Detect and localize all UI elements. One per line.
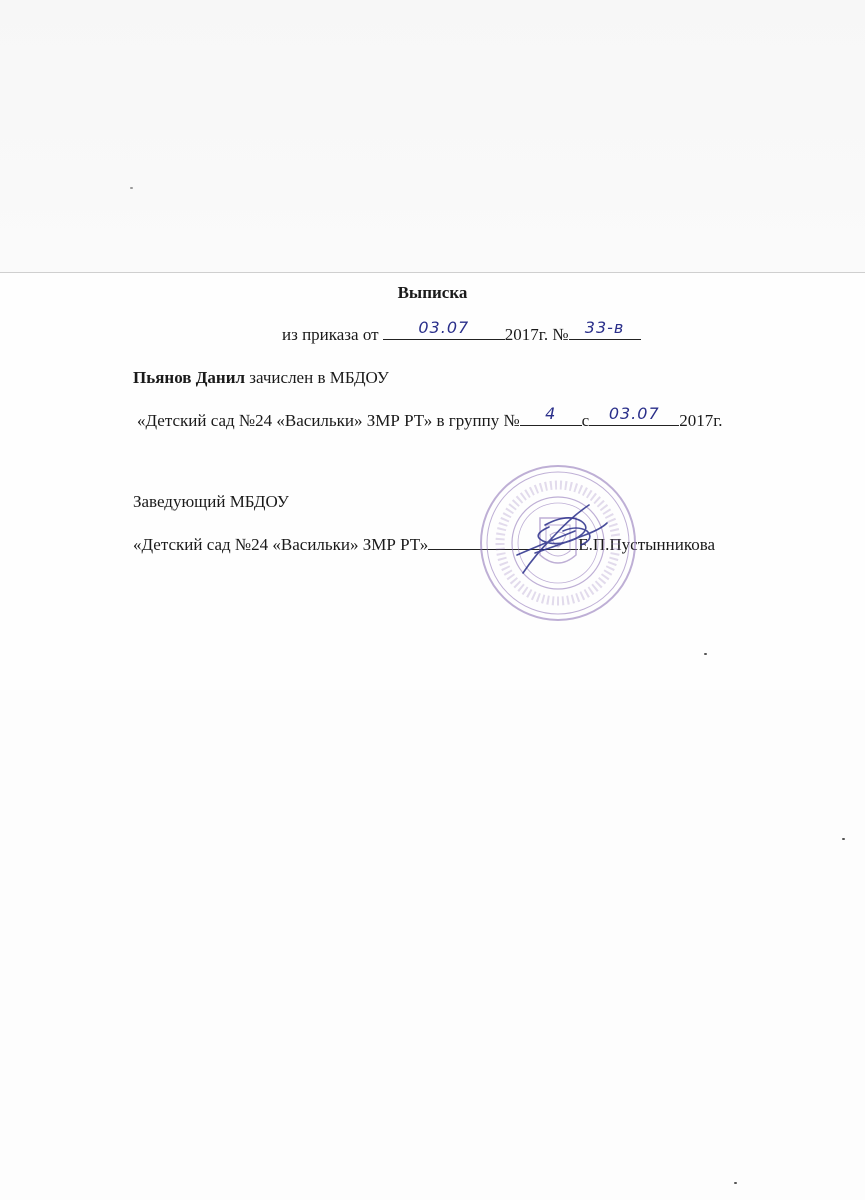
document-title: Выписка <box>397 283 468 302</box>
enrollment-line <box>133 368 389 388</box>
group-handwritten: 4 <box>545 404 557 423</box>
scan-speck <box>734 1182 737 1184</box>
signature-icon <box>505 495 615 585</box>
from-word: с <box>581 411 590 430</box>
order-date-handwritten: 03.07 <box>418 318 470 337</box>
group-blank <box>520 404 582 426</box>
signer-position: Заведующий МБДОУ <box>133 492 289 511</box>
start-date-handwritten: 03.07 <box>608 404 660 423</box>
lower-fold <box>0 690 865 1200</box>
order-date-blank <box>383 318 505 340</box>
upper-fold <box>0 0 865 278</box>
start-date-blank <box>589 404 679 426</box>
order-year-number: 2017г. № <box>504 325 569 344</box>
order-prefix: из приказа от <box>282 325 379 344</box>
start-year: 2017г. <box>679 411 723 430</box>
institution-group-prefix: «Детский сад №24 «Васильки» ЗМР РТ» в группу № <box>137 411 520 430</box>
child-name: Пьянов Данил <box>133 368 246 387</box>
institution-group-line <box>137 404 723 431</box>
order-number-blank <box>569 318 641 340</box>
order-number-handwritten: 33-в <box>584 318 625 337</box>
scan-speck <box>704 653 707 655</box>
signer-institution: «Детский сад №24 «Васильки» ЗМР РТ» <box>133 535 429 554</box>
signer-name: Е.П.Пустынникова <box>578 535 716 554</box>
scan-speck <box>130 187 133 189</box>
order-line <box>282 318 641 345</box>
enrolled-text: зачислен в МБДОУ <box>249 368 389 387</box>
scan-speck <box>842 838 845 840</box>
